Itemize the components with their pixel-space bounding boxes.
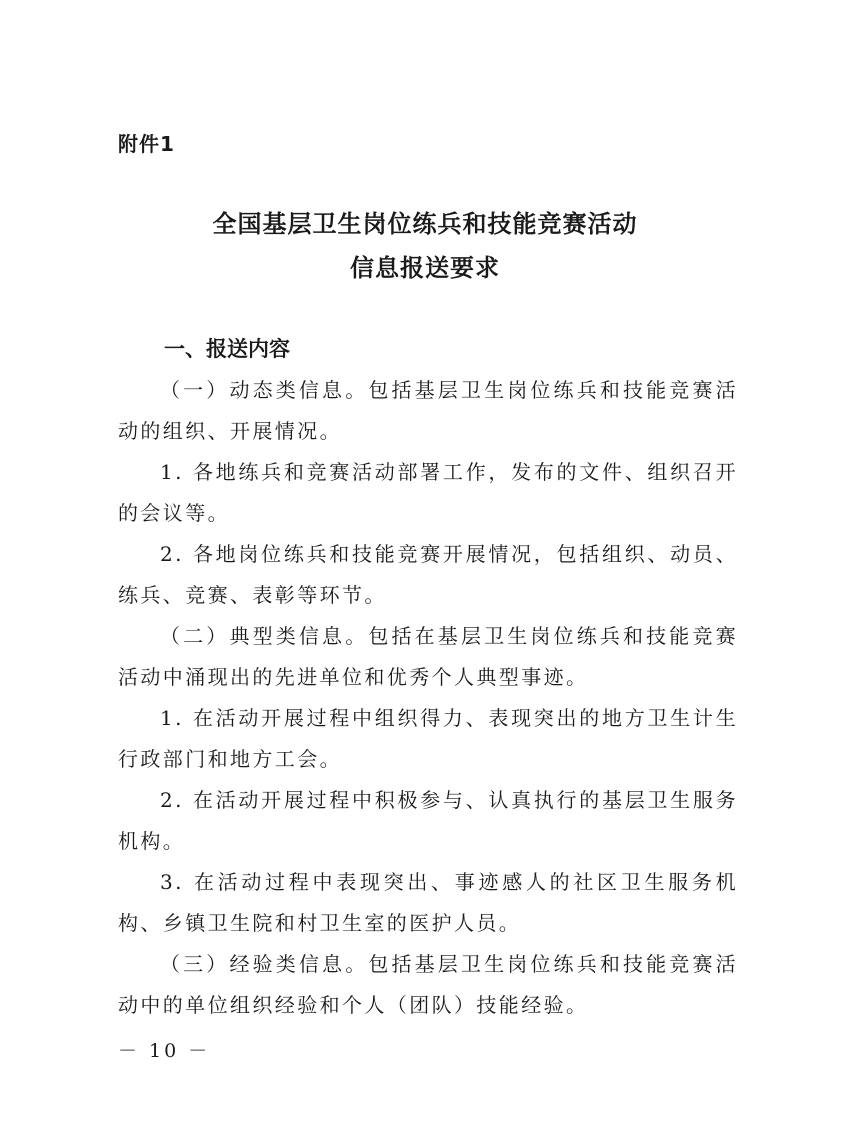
paragraph-typical-info: （二）典型类信息。包括在基层卫生岗位练兵和技能竞赛活动中涌现出的先进单位和优秀个人典型事迹。 xyxy=(118,624,738,689)
paragraph-item-1: 1. 各地练兵和竞赛活动部署工作，发布的文件、组织召开的会议等。 xyxy=(118,460,738,525)
paragraph-typical-item-1: 1. 在活动开展过程中组织得力、表现突出的地方卫生计生行政部门和地方工会。 xyxy=(118,706,738,771)
page-number: － 10 － xyxy=(118,1040,211,1062)
attachment-label: 附件1 xyxy=(118,132,175,156)
paragraph-dynamic-info: （一）动态类信息。包括基层卫生岗位练兵和技能竞赛活动的组织、开展情况。 xyxy=(118,378,738,443)
paragraph-typical-item-2: 2. 在活动开展过程中积极参与、认真执行的基层卫生服务机构。 xyxy=(118,788,738,853)
document-title-line-1: 全国基层卫生岗位练兵和技能竞赛活动 xyxy=(212,210,638,238)
document-title-line-2: 信息报送要求 xyxy=(350,254,500,282)
section-heading: 一、报送内容 xyxy=(164,337,290,361)
paragraph-experience-info: （三）经验类信息。包括基层卫生岗位练兵和技能竞赛活动中的单位组织经验和个人（团队）技能经验。 xyxy=(118,952,738,1017)
paragraph-item-2: 2. 各地岗位练兵和技能竞赛开展情况，包括组织、动员、练兵、竞赛、表彰等环节。 xyxy=(118,542,738,607)
paragraph-typical-item-3: 3. 在活动过程中表现突出、事迹感人的社区卫生服务机构、乡镇卫生院和村卫生室的医护人员。 xyxy=(118,870,738,935)
